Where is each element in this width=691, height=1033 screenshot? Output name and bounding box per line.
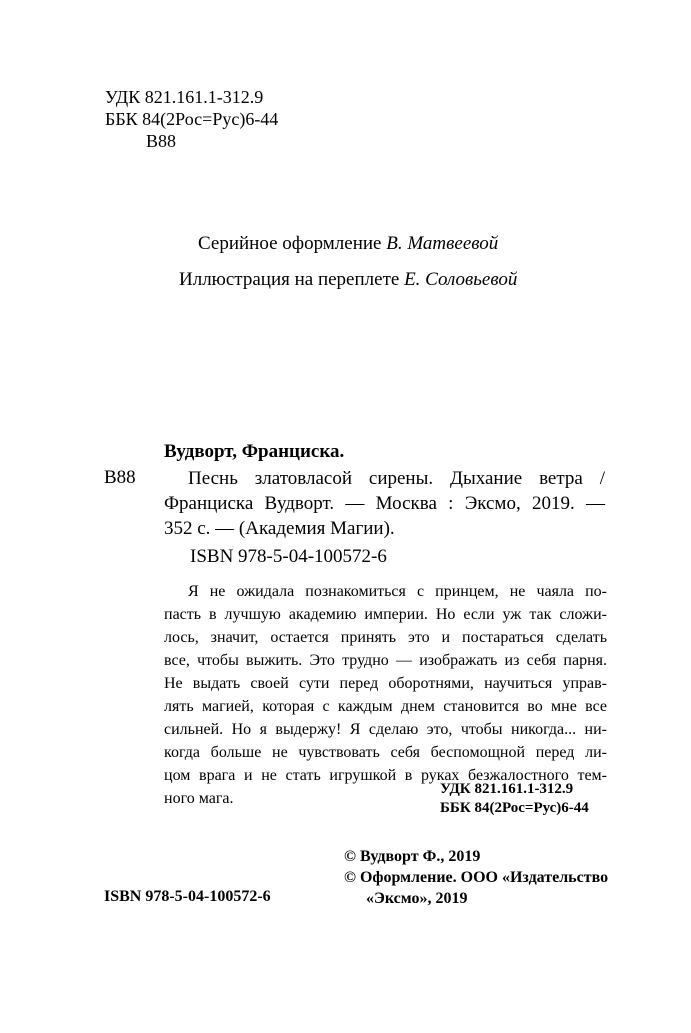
copyright-design-cont: «Эксмо», 2019 xyxy=(366,890,468,907)
annotation-line: Не выдать своей сути перед оборотнями, научиться управ- xyxy=(164,675,607,692)
bib-line: Песнь златовласой сирены. Дыхание ветра / xyxy=(188,468,605,489)
annotation-line: когда больше не чувствовать себя беспомощной перед ли- xyxy=(164,744,607,761)
series-design-name: В. Матвеевой xyxy=(386,233,499,254)
annotation-line: пасть в лучшую академию империи. Но если уж так сложи- xyxy=(164,606,607,623)
bib-line: 352 с. — (Академия Магии). xyxy=(164,518,395,539)
annotation xyxy=(164,580,607,810)
cover-illustration-credit xyxy=(179,268,517,292)
series-design-label: Серийное оформление xyxy=(198,233,382,254)
annotation-line: ного мага. xyxy=(164,790,234,807)
udk-code-top: УДК 821.161.1-312.9 xyxy=(105,87,264,107)
annotation-line: сильней. Но я выдержу! Я сделаю это, чтобы никогда... ни- xyxy=(164,721,607,738)
bbk-code-bottom: ББК 84(2Рос=Рус)6-44 xyxy=(440,800,589,816)
annotation-line: Я не ожидала познакомиться с принцем, не чаяла по- xyxy=(188,583,607,600)
udk-code-bottom: УДК 821.161.1-312.9 xyxy=(440,781,574,797)
annotation-line: все, чтобы выжить. Это трудно — изображать из себя парня. xyxy=(164,652,607,669)
bbk-code-top: ББК 84(2Рос=Рус)6-44 xyxy=(105,109,279,129)
copyright-design: © Оформление. ООО «Издательство xyxy=(344,869,609,886)
annotation-line: лось, значит, остается принять это и постараться сделать xyxy=(164,629,607,646)
isbn-bottom: ISBN 978-5-04-100572-6 xyxy=(104,888,271,905)
copyright-author: © Вудворт Ф., 2019 xyxy=(344,848,481,865)
bibliographic-description xyxy=(164,466,605,541)
series-design-credit xyxy=(198,232,498,256)
bib-line: Франциска Вудворт. — Москва : Эксмо, 2019. — xyxy=(164,493,605,514)
catalog-author-mark: В88 xyxy=(104,467,136,488)
isbn-record: ISBN 978-5-04-100572-6 xyxy=(190,546,387,567)
annotation-line: цом врага и не стать игрушкой в руках безжалостного тем- xyxy=(164,767,607,784)
annotation-line: лять магией, которая с каждым днем становится во мне все xyxy=(164,698,607,715)
cover-illustration-name: Е. Соловьевой xyxy=(404,269,518,290)
author-heading: Вудворт, Франциска. xyxy=(164,441,345,462)
cover-illustration-label: Иллюстрация на переплете xyxy=(179,269,400,290)
author-mark-top: В88 xyxy=(146,131,177,151)
